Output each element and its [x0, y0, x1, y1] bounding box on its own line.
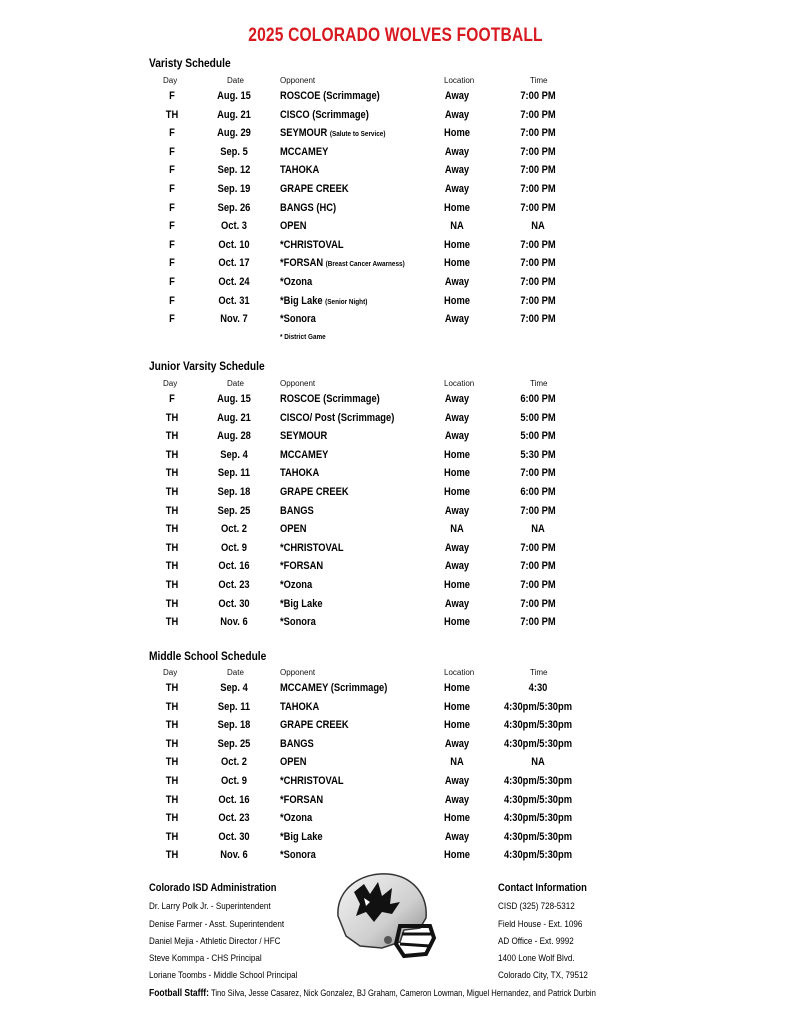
game-time: 7:00 PM — [520, 504, 556, 517]
game-opponent — [280, 775, 344, 787]
game-time: 7:00 PM — [520, 108, 556, 121]
ms-schedule-row — [0, 812, 791, 830]
game-date: Sep. 12 — [217, 164, 251, 177]
jv-schedule-row — [0, 598, 791, 616]
opponent-note: (Senior Night) — [325, 296, 368, 306]
game-day: TH — [165, 541, 179, 554]
jv-schedule-row — [0, 505, 791, 523]
game-opponent — [280, 183, 349, 195]
game-opponent — [280, 109, 369, 121]
page-title: 2025 COLORADO WOLVES FOOTBALL — [248, 25, 543, 46]
opponent-name: GRAPE CREEK — [280, 719, 349, 732]
ms-schedule-row — [0, 719, 791, 737]
game-day: TH — [165, 849, 179, 862]
ms-schedule-row — [0, 849, 791, 867]
opponent-name: *FORSAN — [280, 257, 324, 270]
jv-schedule-row — [0, 430, 791, 448]
game-location: Away — [444, 775, 470, 787]
game-opponent — [280, 146, 328, 158]
varsity-schedule-row — [0, 220, 791, 238]
game-opponent — [280, 202, 336, 214]
game-time: 5:00 PM — [520, 411, 556, 424]
game-day: F — [169, 276, 175, 288]
game-time: 7:00 PM — [520, 579, 556, 591]
game-time: 7:00 PM — [520, 257, 556, 270]
game-time: 7:00 PM — [520, 164, 556, 177]
game-date: Oct. 2 — [220, 523, 247, 536]
varsity-header-location: Location — [444, 76, 475, 85]
game-time: 5:00 PM — [520, 430, 556, 443]
game-time: 7:00 PM — [520, 616, 556, 629]
opponent-name: ROSCOE (Scrimmage) — [280, 90, 380, 102]
varsity-schedule-row — [0, 90, 791, 108]
game-time: 7:00 PM — [520, 541, 556, 554]
jv-schedule-row — [0, 560, 791, 578]
game-day: F — [169, 257, 175, 270]
jv-header-date: Date — [227, 379, 244, 388]
ms-schedule-row — [0, 701, 791, 719]
game-time: 4:30pm/5:30pm — [503, 737, 573, 750]
opponent-name: *CHRISTOVAL — [280, 541, 344, 554]
game-date: Sep. 19 — [217, 183, 251, 195]
game-opponent — [280, 486, 349, 498]
admin-line: Steve Kommpa - CHS Principal — [149, 953, 262, 964]
game-time: 4:30pm/5:30pm — [503, 793, 573, 806]
game-day: TH — [165, 430, 179, 443]
game-day: TH — [165, 719, 179, 732]
jv-header-opponent: Opponent — [280, 379, 316, 388]
game-opponent — [280, 90, 380, 102]
game-time: 7:00 PM — [520, 560, 556, 573]
opponent-name: ROSCOE (Scrimmage) — [280, 393, 380, 405]
game-opponent — [280, 616, 316, 628]
jv-header-day: Day — [163, 379, 178, 388]
game-date: Oct. 9 — [220, 775, 247, 787]
game-time: 7:00 PM — [520, 597, 556, 610]
contact-title: Contact Information — [498, 882, 587, 894]
game-time: 6:00 PM — [520, 486, 556, 498]
game-location: Away — [444, 737, 470, 750]
jv-header-time: Time — [530, 379, 548, 388]
game-time: 4:30pm/5:30pm — [503, 700, 573, 713]
game-opponent — [280, 598, 323, 610]
game-opponent — [280, 523, 307, 535]
ms-header-time: Time — [530, 668, 548, 677]
varsity-schedule-row — [0, 257, 791, 275]
ms-header-opponent: Opponent — [280, 668, 316, 677]
game-location: Home — [444, 486, 470, 498]
jv-schedule-row — [0, 616, 791, 634]
game-date: Sep. 4 — [220, 448, 248, 461]
game-day: F — [169, 183, 175, 195]
game-location: Home — [444, 257, 470, 270]
varsity-schedule-row — [0, 164, 791, 182]
varsity-schedule-row — [0, 276, 791, 294]
game-opponent — [280, 393, 380, 405]
game-location: Home — [444, 579, 470, 591]
opponent-name: MCCAMEY — [280, 448, 329, 461]
opponent-note: (Breast Cancer Awarness) — [325, 259, 405, 269]
ms-section-title: Middle School Schedule — [149, 649, 267, 663]
game-opponent — [280, 738, 314, 750]
game-opponent — [280, 449, 328, 461]
game-time: 7:00 PM — [520, 294, 556, 307]
game-day: TH — [165, 504, 179, 517]
game-location: Home — [444, 127, 470, 140]
game-day: TH — [165, 756, 179, 769]
game-opponent — [280, 276, 312, 288]
admin-line: Dr. Larry Polk Jr. - Superintendent — [149, 901, 271, 912]
game-time: 4:30pm/5:30pm — [503, 812, 573, 825]
ms-schedule-row — [0, 738, 791, 756]
opponent-name: BANGS (HC) — [280, 201, 337, 214]
ms-schedule-row — [0, 775, 791, 793]
game-day: TH — [165, 700, 179, 713]
contact-line: 1400 Lone Wolf Blvd. — [498, 953, 575, 964]
game-opponent — [280, 505, 314, 517]
game-day: TH — [165, 812, 179, 825]
ms-schedule-row — [0, 794, 791, 812]
game-opponent — [280, 756, 307, 768]
game-location: Home — [444, 719, 470, 732]
ms-header-date: Date — [227, 668, 244, 677]
opponent-name: *Ozona — [280, 812, 313, 825]
game-date: Oct. 9 — [220, 541, 247, 554]
game-day: TH — [165, 467, 179, 480]
game-day: TH — [165, 523, 179, 536]
game-day: TH — [165, 411, 179, 424]
game-day: TH — [165, 793, 179, 806]
opponent-name: TAHOKA — [280, 467, 320, 480]
jv-schedule-row — [0, 412, 791, 430]
game-location: Home — [444, 700, 470, 713]
contact-line: AD Office - Ext. 9992 — [498, 936, 574, 947]
game-location: Away — [444, 560, 470, 573]
opponent-name: *FORSAN — [280, 560, 324, 573]
game-location: Away — [444, 183, 470, 195]
admin-title: Colorado ISD Administration — [149, 882, 277, 894]
game-day: TH — [165, 560, 179, 573]
varsity-schedule-row — [0, 127, 791, 145]
game-date: Sep. 11 — [217, 467, 251, 480]
opponent-name: GRAPE CREEK — [280, 183, 349, 195]
game-opponent — [280, 794, 323, 806]
ms-header-day: Day — [163, 668, 178, 677]
opponent-name: MCCAMEY — [280, 145, 329, 158]
game-time: 7:00 PM — [520, 276, 556, 288]
game-date: Sep. 25 — [217, 504, 251, 517]
game-day: TH — [165, 448, 179, 461]
game-date: Sep. 26 — [217, 201, 251, 214]
game-location: Home — [444, 616, 470, 629]
opponent-name: BANGS — [280, 504, 314, 517]
game-location: Home — [444, 849, 470, 862]
game-date: Oct. 23 — [218, 579, 250, 591]
opponent-name: GRAPE CREEK — [280, 486, 349, 498]
football-staff — [149, 988, 596, 999]
game-time: NA — [531, 756, 545, 769]
game-date: Sep. 18 — [217, 719, 251, 732]
game-location: Home — [444, 682, 470, 694]
game-time: 7:00 PM — [520, 183, 556, 195]
jv-schedule-row — [0, 542, 791, 560]
game-date: Oct. 16 — [218, 793, 250, 806]
game-day: F — [169, 90, 175, 102]
contact-line: Colorado City, TX, 79512 — [498, 970, 588, 981]
game-date: Aug. 21 — [217, 108, 251, 121]
helmet-logo-icon — [330, 868, 440, 968]
game-time: 4:30pm/5:30pm — [503, 849, 573, 862]
game-location: Home — [444, 294, 470, 307]
opponent-name: *Big Lake — [280, 830, 323, 843]
game-date: Oct. 10 — [218, 238, 250, 251]
admin-line: Denise Farmer - Asst. Superintendent — [149, 919, 285, 930]
game-day: TH — [165, 597, 179, 610]
ms-header-location: Location — [444, 668, 475, 677]
game-opponent — [280, 579, 312, 591]
game-day: TH — [165, 486, 179, 498]
opponent-name: *Sonora — [280, 616, 316, 629]
admin-line: Daniel Mejia - Athletic Director / HFC — [149, 936, 281, 947]
game-location: Away — [444, 830, 470, 843]
game-location: Away — [444, 313, 470, 326]
opponent-name: *Sonora — [280, 313, 316, 326]
game-location: Away — [444, 793, 470, 806]
game-location: NA — [450, 756, 464, 769]
game-time: NA — [531, 220, 545, 233]
staff-names: Tino Silva, Jesse Casarez, Nick Gonzalez, BJ Graham, Cameron Lowman, Miguel Hernandez, and Patrick Durbin — [210, 988, 596, 998]
opponent-note: (Salute to Service) — [329, 129, 386, 139]
game-location: Away — [444, 276, 470, 288]
game-time: 7:00 PM — [520, 127, 556, 140]
opponent-name: TAHOKA — [280, 700, 320, 713]
game-location: Away — [444, 541, 470, 554]
game-day: F — [169, 220, 175, 233]
game-day: F — [169, 294, 175, 307]
game-time: 7:00 PM — [520, 145, 556, 158]
game-time: 6:00 PM — [520, 393, 556, 405]
game-opponent — [280, 257, 405, 269]
varsity-header-date: Date — [227, 76, 244, 85]
game-location: Away — [444, 90, 470, 102]
varsity-schedule-row — [0, 109, 791, 127]
game-day: TH — [165, 830, 179, 843]
game-date: Aug. 28 — [217, 430, 251, 443]
game-time: 7:00 PM — [520, 201, 556, 214]
opponent-name: MCCAMEY (Scrimmage) — [280, 682, 388, 694]
game-opponent — [280, 239, 344, 251]
ms-schedule-row — [0, 831, 791, 849]
varsity-section-title: Varisty Schedule — [149, 56, 231, 70]
game-date: Oct. 24 — [218, 276, 250, 288]
opponent-name: TAHOKA — [280, 164, 320, 177]
opponent-name: OPEN — [280, 523, 307, 536]
contact-line: CISD (325) 728-5312 — [498, 901, 575, 912]
game-opponent — [280, 849, 316, 861]
varsity-schedule-row — [0, 183, 791, 201]
game-opponent — [280, 701, 319, 713]
game-location: NA — [450, 523, 464, 536]
game-location: Away — [444, 430, 470, 443]
game-opponent — [280, 467, 319, 479]
game-date: Nov. 7 — [220, 313, 248, 326]
game-day: TH — [165, 682, 179, 694]
game-date: Sep. 11 — [217, 700, 251, 713]
jv-header-location: Location — [444, 379, 475, 388]
game-location: Away — [444, 108, 470, 121]
game-location: Home — [444, 238, 470, 251]
ms-schedule-row — [0, 756, 791, 774]
game-opponent — [280, 412, 394, 424]
game-date: Sep. 5 — [220, 145, 248, 158]
jv-schedule-row — [0, 467, 791, 485]
game-time: 4:30 — [528, 682, 548, 694]
varsity-schedule-row — [0, 239, 791, 257]
contact-line: Field House - Ext. 1096 — [498, 919, 583, 930]
game-date: Oct. 16 — [218, 560, 250, 573]
game-time: 7:00 PM — [520, 467, 556, 480]
opponent-name: BANGS — [280, 737, 314, 750]
jv-schedule-row — [0, 393, 791, 411]
game-time: NA — [531, 523, 545, 536]
district-footnote: * District Game — [280, 332, 326, 341]
game-location: NA — [450, 220, 464, 233]
game-time: 4:30pm/5:30pm — [503, 830, 573, 843]
opponent-name: *FORSAN — [280, 793, 324, 806]
game-location: Away — [444, 504, 470, 517]
opponent-name: SEYMOUR — [280, 430, 328, 443]
staff-label: Football Stafff: — [149, 988, 209, 999]
game-opponent — [280, 127, 385, 139]
game-date: Aug. 15 — [217, 90, 251, 102]
opponent-name: *CHRISTOVAL — [280, 238, 344, 251]
game-opponent — [280, 812, 312, 824]
game-day: F — [169, 313, 175, 326]
opponent-name: *Big Lake — [280, 294, 323, 307]
game-date: Oct. 31 — [218, 294, 250, 307]
game-location: Away — [444, 145, 470, 158]
varsity-schedule-row — [0, 295, 791, 313]
game-date: Aug. 29 — [217, 127, 251, 140]
game-time: 7:00 PM — [520, 313, 556, 326]
admin-line: Loriane Toombs - Middle School Principal — [149, 970, 298, 981]
game-opponent — [280, 220, 307, 232]
opponent-name: *Sonora — [280, 849, 316, 862]
varsity-schedule-row — [0, 146, 791, 164]
opponent-name: CISCO/ Post (Scrimmage) — [280, 411, 395, 424]
game-opponent — [280, 430, 327, 442]
opponent-name: CISCO (Scrimmage) — [280, 108, 369, 121]
game-time: 4:30pm/5:30pm — [503, 775, 573, 787]
game-day: F — [169, 145, 175, 158]
game-day: TH — [165, 775, 179, 787]
varsity-header-opponent: Opponent — [280, 76, 316, 85]
game-date: Oct. 30 — [218, 830, 250, 843]
opponent-name: OPEN — [280, 756, 307, 769]
game-opponent — [280, 560, 323, 572]
game-time: 5:30 PM — [520, 448, 556, 461]
game-location: Home — [444, 201, 470, 214]
ms-schedule-row — [0, 682, 791, 700]
opponent-name: *Big Lake — [280, 597, 323, 610]
game-time: 4:30pm/5:30pm — [503, 719, 573, 732]
game-day: TH — [165, 579, 179, 591]
game-time: 7:00 PM — [520, 238, 556, 251]
jv-schedule-row — [0, 579, 791, 597]
game-location: Away — [444, 411, 470, 424]
game-date: Oct. 2 — [220, 756, 247, 769]
game-date: Nov. 6 — [220, 616, 248, 629]
game-day: F — [169, 127, 175, 140]
varsity-schedule-row — [0, 202, 791, 220]
game-opponent — [280, 719, 349, 731]
opponent-name: SEYMOUR — [280, 127, 328, 140]
game-opponent — [280, 831, 323, 843]
game-day: TH — [165, 616, 179, 629]
game-date: Oct. 17 — [218, 257, 250, 270]
game-date: Aug. 21 — [217, 411, 251, 424]
game-date: Sep. 18 — [217, 486, 251, 498]
varsity-header-time: Time — [530, 76, 548, 85]
game-day: TH — [165, 737, 179, 750]
opponent-name: OPEN — [280, 220, 307, 233]
game-opponent — [280, 313, 316, 325]
game-opponent — [280, 542, 344, 554]
game-location: Away — [444, 164, 470, 177]
jv-schedule-row — [0, 486, 791, 504]
jv-section-title: Junior Varsity Schedule — [149, 359, 265, 373]
opponent-name: *Ozona — [280, 579, 313, 591]
varsity-schedule-row — [0, 313, 791, 331]
varsity-header-day: Day — [163, 76, 178, 85]
opponent-name: *Ozona — [280, 276, 313, 288]
game-day: F — [169, 238, 175, 251]
game-day: F — [169, 164, 175, 177]
game-location: Home — [444, 812, 470, 825]
game-date: Aug. 15 — [217, 393, 251, 405]
game-opponent — [280, 682, 387, 694]
game-location: Home — [444, 448, 470, 461]
game-date: Nov. 6 — [220, 849, 248, 862]
game-date: Oct. 23 — [218, 812, 250, 825]
game-time: 7:00 PM — [520, 90, 556, 102]
game-date: Sep. 4 — [220, 682, 248, 694]
game-opponent — [280, 164, 319, 176]
jv-schedule-row — [0, 449, 791, 467]
game-day: TH — [165, 108, 179, 121]
game-date: Oct. 30 — [218, 597, 250, 610]
jv-schedule-row — [0, 523, 791, 541]
game-day: F — [169, 393, 175, 405]
game-day: F — [169, 201, 175, 214]
game-location: Away — [444, 597, 470, 610]
game-date: Oct. 3 — [220, 220, 247, 233]
game-location: Home — [444, 467, 470, 480]
game-location: Away — [444, 393, 470, 405]
opponent-name: *CHRISTOVAL — [280, 775, 344, 787]
game-opponent — [280, 295, 367, 307]
game-date: Sep. 25 — [217, 737, 251, 750]
